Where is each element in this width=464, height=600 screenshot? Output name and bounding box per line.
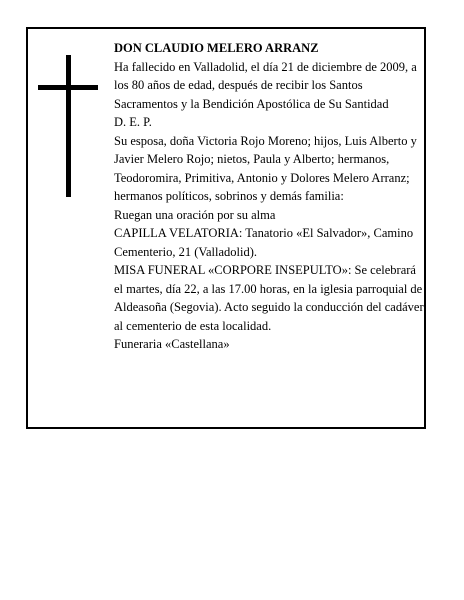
funeral-mass-info: MISA FUNERAL «CORPORE INSEPULTO»: Se celebrará el martes, día 22, a las 17.00 horas, en la iglesia parroquial de Aldeasoña (Segovia). Acto seguido la conducción del cadáver al cementerio de esta localidad.: [114, 263, 424, 333]
obituary-notice: [26, 27, 426, 429]
rest-in-peace: D. E. P.: [114, 115, 152, 129]
death-details: Ha fallecido en Valladolid, el día 21 de diciembre de 2009, a los 80 años de edad, después de recibir los Santos Sacramentos y la Bendición Apostólica de Su Santidad: [114, 59, 417, 111]
funeral-home: Funeraria «Castellana»: [114, 337, 230, 351]
cross-vertical-bar: [66, 55, 71, 197]
family-members: Su esposa, doña Victoria Rojo Moreno; hijos, Luis Alberto y Javier Melero Rojo; nietos, Paula y Alberto; hermanos, Teodoromira, Primitiva, Antonio y Dolores Melero Arranz; hermanos políticos, sobrinos y demás familia:: [114, 133, 417, 203]
cross-horizontal-bar: [38, 85, 98, 90]
notice-text: [114, 39, 424, 354]
prayer-request: Ruegan una oración por su alma: [114, 207, 276, 222]
chapel-info: CAPILLA VELATORIA: Tanatorio «El Salvador», Camino Cementerio, 21 (Valladolid).: [114, 226, 414, 259]
deceased-name: DON CLAUDIO MELERO ARRANZ: [114, 41, 319, 55]
latin-cross-icon: [38, 55, 98, 197]
